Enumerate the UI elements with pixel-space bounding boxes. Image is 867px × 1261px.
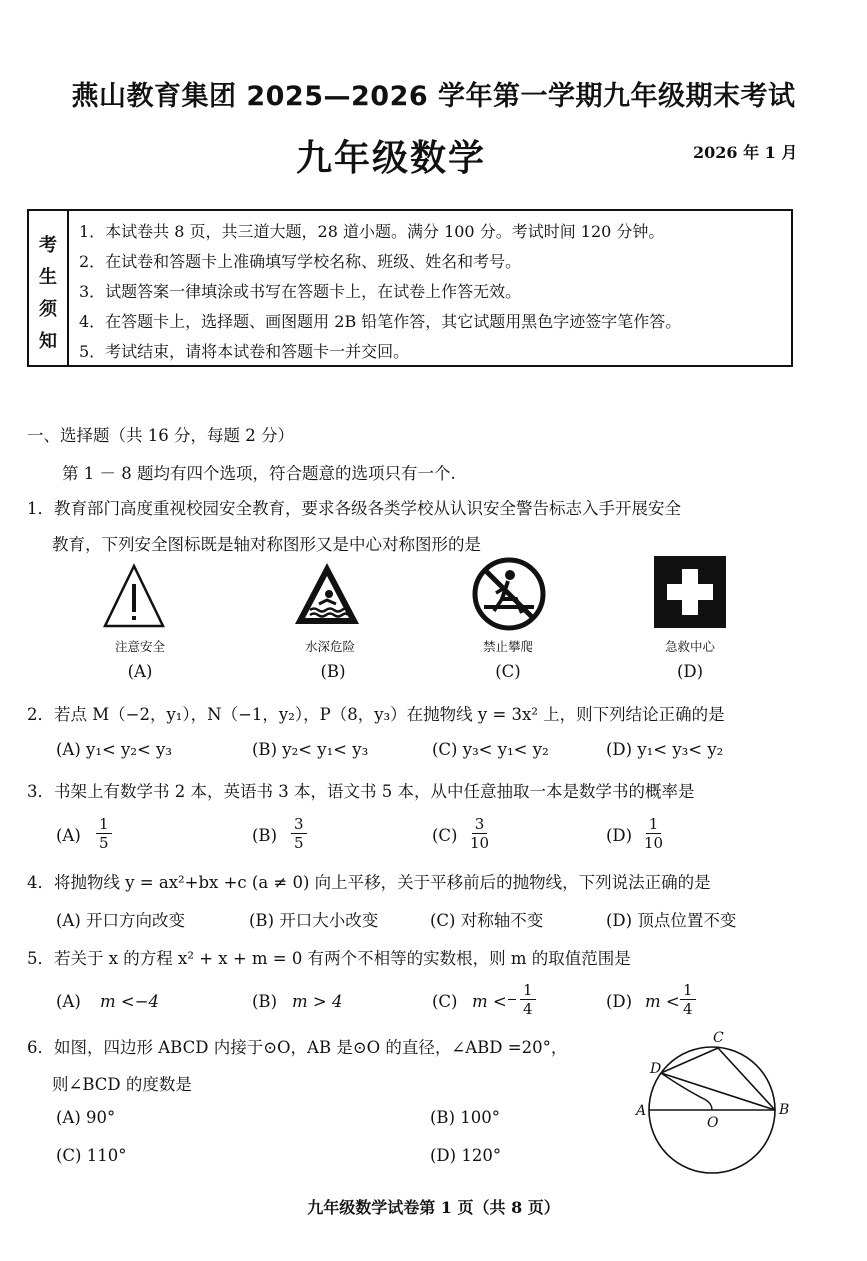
notice-list	[79, 217, 785, 367]
sign-caption: 急救中心	[664, 639, 716, 654]
candidate-notice-box	[27, 209, 793, 367]
point-label-a: A	[636, 1103, 647, 1119]
notice-item: 2．在试卷和答题卡上准确填写学校名称、班级、姓名和考号。	[79, 252, 522, 271]
sign-caption: 水深危险	[304, 639, 356, 654]
q5-option-c-text: m <	[472, 992, 507, 1011]
no-climbing-icon	[470, 555, 548, 633]
point-label-b: B	[779, 1102, 790, 1118]
q2-option-b: (B) y₂< y₁< y₃	[252, 740, 369, 759]
sign-caption: 禁止攀爬	[482, 639, 534, 654]
q3-option-b-fraction: $\frac{3}{5}$	[291, 815, 307, 852]
option-letter: (C)	[495, 662, 521, 681]
q1-stem: 1．教育部门高度重视校园安全教育，要求各级各类学校从认识安全警告标志入手开展安全	[27, 499, 681, 518]
notice-item: 5．考试结束，请将本试卷和答题卡一并交回。	[79, 342, 410, 361]
q5-option-d-fraction: $\frac{1}{4}$	[680, 981, 696, 1018]
page-footer: 九年级数学试卷第 1 页（共 8 页）	[307, 1198, 560, 1217]
warning-triangle-icon	[102, 562, 166, 630]
q6-option-a: (A) 90°	[56, 1108, 116, 1127]
q2-option-d: (D) y₁< y₃< y₂	[606, 740, 724, 759]
deep-water-icon	[292, 560, 362, 628]
q6-circle-figure	[626, 1030, 796, 1180]
q4-option-c: (C) 对称轴不变	[430, 911, 544, 930]
q6-stem: 6．如图，四边形 ABCD 内接于⊙O，AB 是⊙O 的直径，∠ABD =20°，	[27, 1038, 568, 1057]
q3-option-d-fraction: $\frac{1}{10}$	[644, 815, 664, 852]
q4-option-d: (D) 顶点位置不变	[606, 911, 737, 930]
section-intro: 第 1 － 8 题均有四个选项，符合题意的选项只有一个.	[62, 464, 456, 483]
q3-option-a-label: (A)	[56, 826, 81, 845]
notice-side-char: 考	[39, 235, 57, 256]
q5-option-b-text: m > 4	[292, 992, 343, 1011]
option-letter: (D)	[676, 662, 704, 681]
q5-option-c-fraction: $\frac{1}{4}$	[520, 981, 536, 1018]
q5-option-a-text: m <−4	[100, 992, 160, 1011]
notice-item: 4．在答题卡上，选择题、画图题用 2B 铅笔作答，其它试题用黑色字迹签字笔作答。	[79, 312, 682, 331]
q2-stem: 2．若点 M（−2，y₁），N（−1，y₂），P（8，y₃）在抛物线 y = 3x² 上，则下列结论正确的是	[27, 705, 725, 724]
q4-stem: 4．将抛物线 y = ax²+bx +c (a ≠ 0) 向上平移，关于平移前后的抛物线，下列说法正确的是	[27, 873, 711, 892]
q6-stem: 则∠BCD 的度数是	[52, 1075, 192, 1094]
q2-option-a: (A) y₁< y₂< y₃	[56, 740, 172, 759]
exam-title: 燕山教育集团 2025—2026 学年第一学期九年级期末考试	[71, 81, 796, 112]
notice-item: 1．本试卷共 8 页，共三道大题，28 道小题。满分 100 分。考试时间 120 分钟。	[79, 222, 665, 241]
q6-option-d: (D) 120°	[430, 1146, 502, 1165]
q6-option-b: (B) 100°	[430, 1108, 500, 1127]
notice-side-char: 生	[39, 267, 57, 288]
sign-caption: 注意安全	[114, 639, 166, 654]
option-letter: (B)	[320, 662, 346, 681]
q3-option-a-fraction: $\frac{1}{5}$	[96, 815, 112, 852]
point-label-c: C	[713, 1030, 724, 1046]
notice-side-char: 须	[39, 299, 57, 320]
q5-option-a-label: (A)	[56, 992, 81, 1011]
point-label-d: D	[650, 1061, 662, 1077]
q5-stem: 5．若关于 x 的方程 x² + x + m = 0 有两个不相等的实数根，则 m 的取值范围是	[27, 949, 631, 968]
q5-option-c-label: (C)	[432, 992, 458, 1011]
q4-option-a: (A) 开口方向改变	[56, 911, 186, 930]
q5-option-b-label: (B)	[252, 992, 277, 1011]
q2-option-c: (C) y₃< y₁< y₂	[432, 740, 549, 759]
notice-item: 3．试题答案一律填涂或书写在答题卡上，在试卷上作答无效。	[79, 282, 522, 301]
q5-option-d-text: m <	[645, 992, 680, 1011]
subject-title: 九年级数学	[296, 138, 487, 179]
option-letter: (A)	[127, 662, 153, 681]
q4-option-b: (B) 开口大小改变	[249, 911, 379, 930]
q3-option-d-label: (D)	[606, 826, 633, 845]
notice-side-char: 知	[39, 331, 57, 352]
q3-stem: 3．书架上有数学书 2 本，英语书 3 本，语文书 5 本，从中任意抽取一本是数学书的概率是	[27, 782, 695, 801]
q6-option-c: (C) 110°	[56, 1146, 127, 1165]
q3-option-c-fraction: $\frac{3}{10}$	[470, 815, 490, 852]
q3-option-b-label: (B)	[252, 826, 277, 845]
q5-option-d-label: (D)	[606, 992, 633, 1011]
exam-date: 2026 年 1 月	[693, 143, 798, 162]
point-label-o: O	[707, 1115, 719, 1131]
q3-option-c-label: (C)	[432, 826, 458, 845]
first-aid-cross-icon	[654, 556, 726, 628]
notice-side-label	[29, 211, 69, 365]
section-heading: 一、选择题（共 16 分，每题 2 分）	[27, 426, 294, 445]
chord-da	[661, 1073, 712, 1110]
q1-stem: 教育，下列安全图标既是轴对称图形又是中心对称图形的是	[52, 535, 481, 554]
